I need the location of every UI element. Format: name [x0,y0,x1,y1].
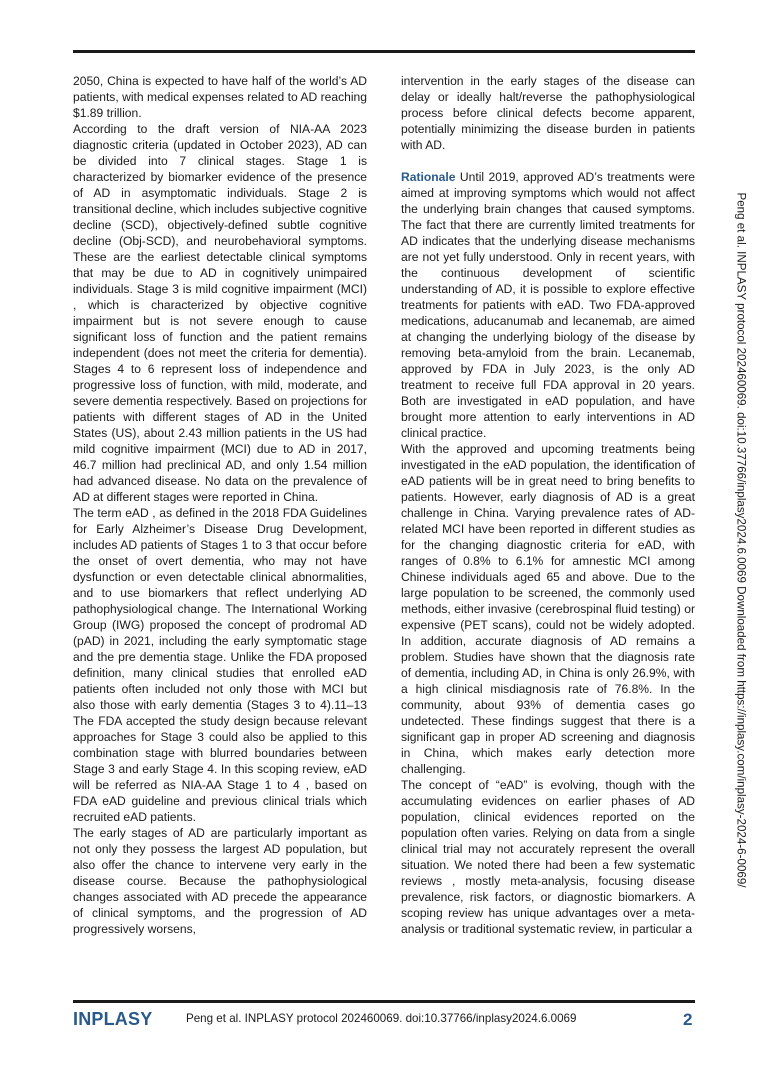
body-paragraph: The term eAD , as defined in the 2018 FDA Guidelines for Early Alzheimer’s Disease Drug Development, includes AD patients of Stages 1 to 3 that occur before the onset of overt dementia, who may not have dysfunction or even detectable clinical abnormalities, and to use biomarkers that reflect underlying AD pathophysiological change. The International Working Group (IWG) proposed the concept of prodromal AD (pAD) in 2021, including the early symptomatic stage and the pre dementia stage. Unlike the FDA proposed definition, many clinical studies that enrolled eAD patients often included not only those with MCI but also those with early dementia (Stages 3 to 4).11–13 The FDA accepted the study design because relevant approaches for Stage 3 could also be applied to this combination stage with blurred boundaries between Stage 3 and early Stage 4. In this scoping review, eAD will be referred as NIA-AA Stage 1 to 4 , based on FDA eAD guideline and previous clinical trials which recruited eAD patients. [73,506,367,824]
body-paragraph: 2050, China is expected to have half of the world’s AD patients, with medical expenses related to AD reaching $1.89 trillion. [73,74,367,120]
rationale-paragraph [401,169,695,441]
body-paragraph: intervention in the early stages of the disease can delay or ideally halt/reverse the pathophysiological process before clinical defects become apparent, potentially minimizing the disease burden in patients with AD. [401,74,695,152]
footer-citation: Peng et al. INPLASY protocol 202460069. doi:10.37766/inplasy2024.6.0069 [186,1012,577,1025]
download-watermark: Peng et al. INPLASY protocol 202460069. doi:10.37766/inplasy2024.6.0069 Downloaded from https://inplasy.com/inplasy-2024-6-0069/ [734,192,748,888]
journal-brand: INPLASY [73,1009,153,1029]
body-paragraph: The concept of “eAD” is evolving, though with the accumulating evidences on earlier phases of AD population, clinical evidences reported on the population often varies. Relying on data from a single clinical trial may not accurately represent the overall situation. We noted there had been a few systematic reviews , mostly meta-analysis, focusing disease prevalence, risk factors, or diagnostic biomarkers. A scoping review has unique advantages over a meta-analysis or traditional systematic review, in particular a [401,778,695,936]
section-heading-rationale: Rationale [401,170,456,184]
left-column [73,73,367,937]
body-paragraph: According to the draft version of NIA-AA 2023 diagnostic criteria (updated in October 2023), AD can be divided into 7 clinical stages. Stage 1 is characterized by biomarker evidence of the presence of AD in asymptomatic individuals. Stage 2 is transitional decline, which includes subjective cognitive decline (SCD), objectively-defined subtle cognitive decline (Obj-SCD), and neurobehavioral symptoms. These are the earliest detectable clinical symptoms that may be due to AD in cognitively unimpaired individuals. Stage 3 is mild cognitive impairment (MCI) , which is characterized by objective cognitive impairment but is not severe enough to cause significant loss of function and the patient remains independent (does not meet the criteria for dementia). Stages 4 to 6 represent loss of independence and progressive loss of function, with mild, moderate, and severe dementia respectively. Based on projections for patients with different stages of AD in the United States (US), about 2.43 million patients in the US had mild cognitive impairment (MCI) due to AD in 2017, 46.7 million had preclinical AD, and only 1.54 million had advanced disease. No data on the prevalence of AD at different stages were reported in China. [73,122,367,504]
bottom-rule [73,1000,695,1003]
body-paragraph: With the approved and upcoming treatments being investigated in the eAD population, the identification of eAD patients will be in great need to bring benefits to patients. However, early diagnosis of AD is a great challenge in China. Varying prevalence rates of AD-related MCI have been reported in different studies as for the changing diagnostic criteria for eAD, with ranges of 0.8% to 6.1% for amnestic MCI among Chinese individuals aged 65 and above. Due to the large population to be screened, the commonly used methods, either invasive (cerebrospinal fluid testing) or expensive (PET scans), could not be widely adopted. In addition, accurate diagnosis of AD remains a problem. Studies have shown that the diagnosis rate of dementia, including AD, in China is only 26.9%, with a high clinical misdiagnosis rate of 76.8%. In the community, about 93% of dementia cases go undetected. These findings suggest that there is a significant gap in proper AD screening and diagnosis in China, which makes early detection more challenging. [401,442,695,776]
body-paragraph: The early stages of AD are particularly important as not only they possess the largest AD population, but also offer the chance to intervene very early in the disease course. Because the pathophysiological changes associated with AD precede the appearance of clinical symptoms, and the progression of AD progressively worsens, [73,826,367,936]
top-rule [73,50,695,53]
right-column [401,73,695,937]
rationale-text: Until 2019, approved AD’s treatments were aimed at improving symptoms which would not affect the underlying brain changes that caused symptoms. The fact that there are currently limited treatments for AD indicates that the underlying disease mechanisms are not yet fully understood. Only in recent years, with the continuous development of scientific understanding of AD, it is possible to explore effective treatments for patients with eAD. Two FDA-approved medications, aducanumab and lecanemab, are aimed at changing the underlying biology of the disease by removing beta-amyloid from the brain. Lecanemab, approved by FDA in July 2023, is the only AD treatment to receive full FDA approval in 20 years. Both are investigated in eAD population, and have brought more attention to early interventions in AD clinical practice. [401,170,695,440]
page-number: 2 [683,1010,693,1029]
